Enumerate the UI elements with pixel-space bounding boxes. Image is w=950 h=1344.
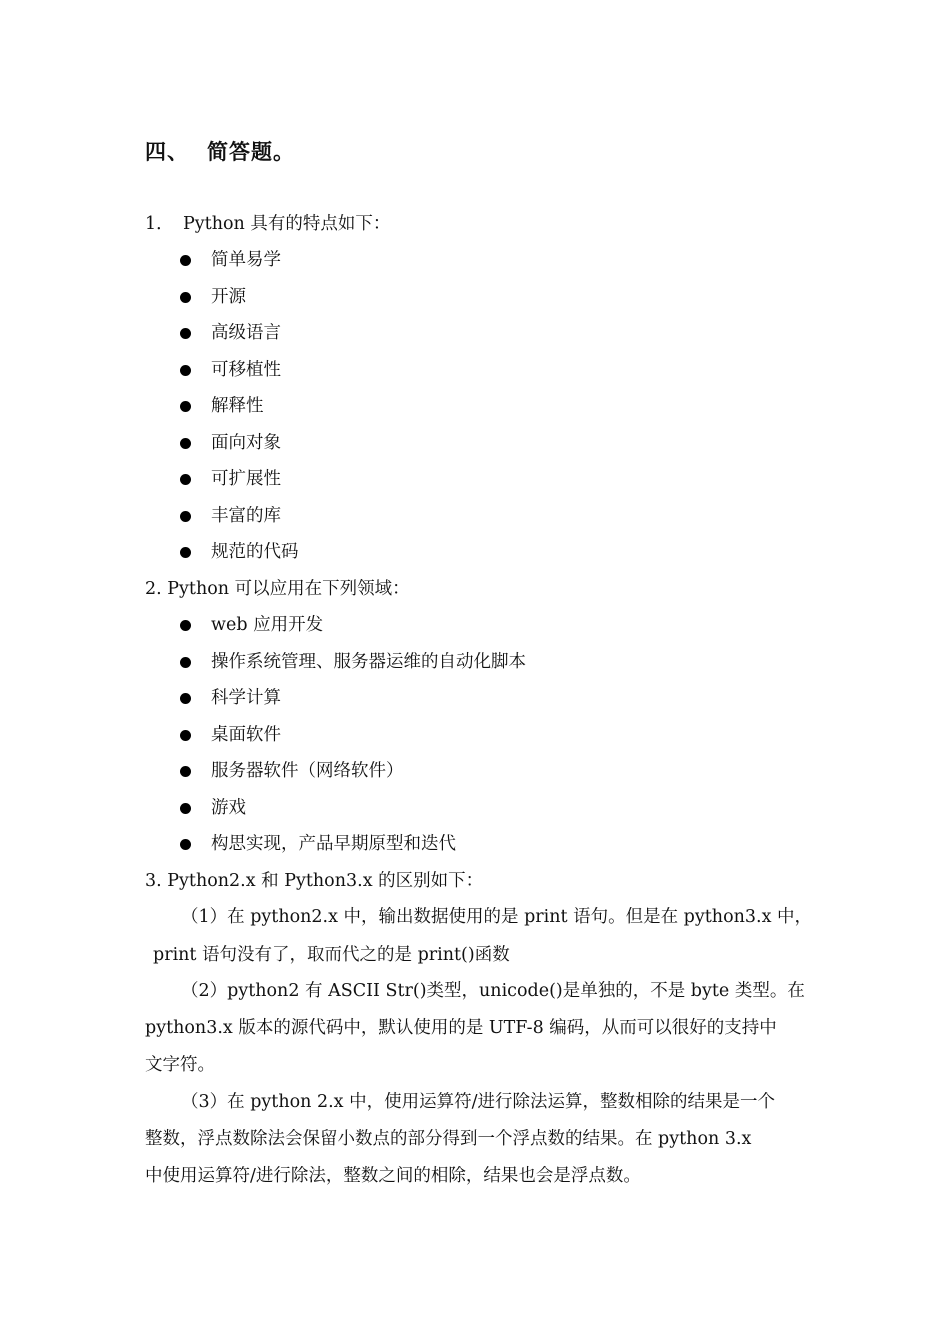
bullet-icon [180,401,191,412]
q2-heading: 2. Python 可以应用在下列领域： [145,579,410,599]
bullet-icon [180,511,191,522]
list-item [180,503,281,529]
list-item-label: 游戏 [211,798,246,818]
bullet-icon [180,292,191,303]
list-item [180,831,456,857]
bullet-icon [180,620,191,631]
list-item-label: 丰富的库 [211,506,281,526]
list-item [180,722,281,748]
q1-text: Python 具有的特点如下： [183,214,391,234]
list-item [180,758,404,784]
list-item-label: 解释性 [211,396,264,416]
bullet-icon [180,474,191,485]
bullet-icon [180,803,191,814]
list-item-label: 规范的代码 [211,542,299,562]
list-item [180,466,281,492]
list-item-label: 可扩展性 [211,469,281,489]
q3-heading: 3. Python2.x 和 Python3.x 的区别如下： [145,871,484,891]
q3-paragraph-line: python3.x 版本的源代码中，默认使用的是 UTF-8 编码，从而可以很好的支持中 [145,1018,777,1038]
list-item-label: 开源 [211,287,246,307]
list-item-label: 桌面软件 [211,725,281,745]
list-item [180,795,246,821]
list-item-label: 构思实现，产品早期原型和迭代 [211,834,456,854]
bullet-icon [180,255,191,266]
bullet-icon [180,730,191,741]
q3-paragraph-line: （3）在 python 2.x 中，使用运算符/进行除法运算，整数相除的结果是一个 [181,1092,775,1112]
list-item [180,284,246,310]
list-item-label: 高级语言 [211,323,281,343]
section-number: 四、 [145,139,189,164]
bullet-icon [180,657,191,668]
list-item-label: web 应用开发 [211,615,324,635]
q3-paragraph-line: 中使用运算符/进行除法，整数之间的相除，结果也会是浮点数。 [145,1166,641,1186]
list-item [180,685,281,711]
list-item [180,539,299,565]
list-item-label: 服务器软件（网络软件） [211,761,404,781]
q3-paragraph-line: 整数，浮点数除法会保留小数点的部分得到一个浮点数的结果。在 python 3.x [145,1129,752,1149]
q3-paragraph-line: （1）在 python2.x 中，输出数据使用的是 print 语句。但是在 python3.x 中， [181,907,813,927]
bullet-icon [180,839,191,850]
list-item [180,320,281,346]
bullet-icon [180,328,191,339]
list-item [180,612,323,638]
q3-paragraph-line: 文字符。 [145,1055,215,1075]
bullet-icon [180,438,191,449]
list-item [180,430,281,456]
q3-paragraph-line: （2）python2 有 ASCII Str()类型，unicode()是单独的，不是 byte 类型。在 [181,981,805,1001]
list-item [180,649,526,675]
list-item-label: 可移植性 [211,360,281,380]
list-item-label: 操作系统管理、服务器运维的自动化脚本 [211,652,526,672]
bullet-icon [180,766,191,777]
list-item-label: 面向对象 [211,433,281,453]
q1-number: 1． [145,214,174,234]
bullet-icon [180,693,191,704]
list-item [180,247,281,273]
bullet-icon [180,365,191,376]
list-item-label: 简单易学 [211,250,281,270]
q1-heading [145,211,390,237]
list-item [180,357,281,383]
list-item-label: 科学计算 [211,688,281,708]
q3-paragraph-line: print 语句没有了，取而代之的是 print()函数 [153,945,510,965]
section-title: 简答题。 [207,139,295,164]
section-heading [145,136,295,166]
list-item [180,393,264,419]
bullet-icon [180,547,191,558]
